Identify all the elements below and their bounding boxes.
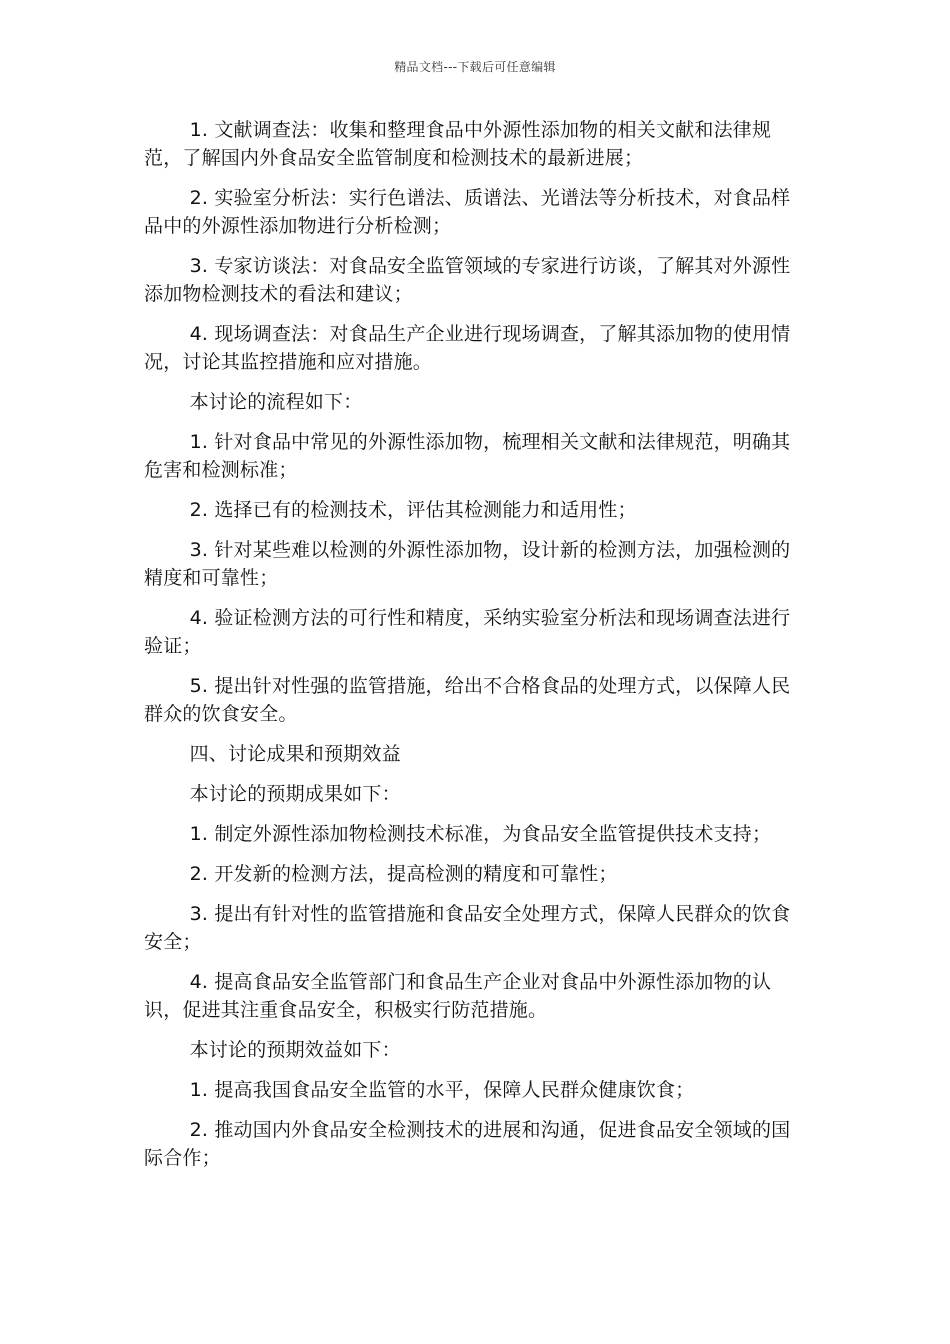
- paragraph: 4. 验证检测方法的可行性和精度，采纳实验室分析法和现场调查法进行验证；: [144, 607, 791, 657]
- paragraph: 4. 提高食品安全监管部门和食品生产企业对食品中外源性添加物的认识，促进其注重食品安全，积极实行防范措施。: [144, 971, 772, 1021]
- paragraph: 4. 现场调查法：对食品生产企业进行现场调查，了解其添加物的使用情况，讨论其监控措施和应对措施。: [144, 323, 791, 373]
- paragraph: 1. 针对食品中常见的外源性添加物，梳理相关文献和法律规范，明确其危害和检测标准；: [144, 431, 791, 481]
- page-header: 精品文档---下载后可任意编辑: [394, 60, 556, 74]
- paragraph: 3. 专家访谈法：对食品安全监管领域的专家进行访谈，了解其对外源性添加物检测技术的看法和建议；: [144, 255, 791, 305]
- document-body: [144, 116, 808, 1184]
- paragraph: 本讨论的流程如下：: [189, 391, 363, 413]
- paragraph: 本讨论的预期效益如下：: [189, 1039, 401, 1061]
- paragraph: 1. 提高我国食品安全监管的水平，保障人民群众健康饮食；: [189, 1079, 695, 1101]
- paragraph: 2. 选择已有的检测技术，评估其检测能力和适用性；: [189, 499, 637, 521]
- paragraph: 1. 文献调查法：收集和整理食品中外源性添加物的相关文献和法律规范，了解国内外食品安全监管制度和检测技术的最新进展；: [144, 119, 772, 169]
- paragraph: 2. 开发新的检测方法，提高检测的精度和可靠性；: [189, 863, 618, 885]
- paragraph: 3. 提出有针对性的监管措施和食品安全处理方式，保障人民群众的饮食安全；: [144, 903, 791, 953]
- paragraph: 1. 制定外源性添加物检测技术标准，为食品安全监管提供技术支持；: [189, 823, 772, 845]
- paragraph: 5. 提出针对性强的监管措施，给出不合格食品的处理方式，以保障人民群众的饮食安全。: [144, 675, 791, 725]
- paragraph: 本讨论的预期成果如下：: [189, 783, 401, 805]
- paragraph: 2. 实验室分析法：实行色谱法、质谱法、光谱法等分析技术，对食品样品中的外源性添加物进行分析检测；: [144, 187, 791, 237]
- section-heading: 四、讨论成果和预期效益: [189, 743, 401, 765]
- paragraph: 2. 推动国内外食品安全检测技术的进展和沟通，促进食品安全领域的国际合作；: [144, 1119, 791, 1169]
- paragraph: 3. 针对某些难以检测的外源性添加物，设计新的检测方法，加强检测的精度和可靠性；: [144, 539, 791, 589]
